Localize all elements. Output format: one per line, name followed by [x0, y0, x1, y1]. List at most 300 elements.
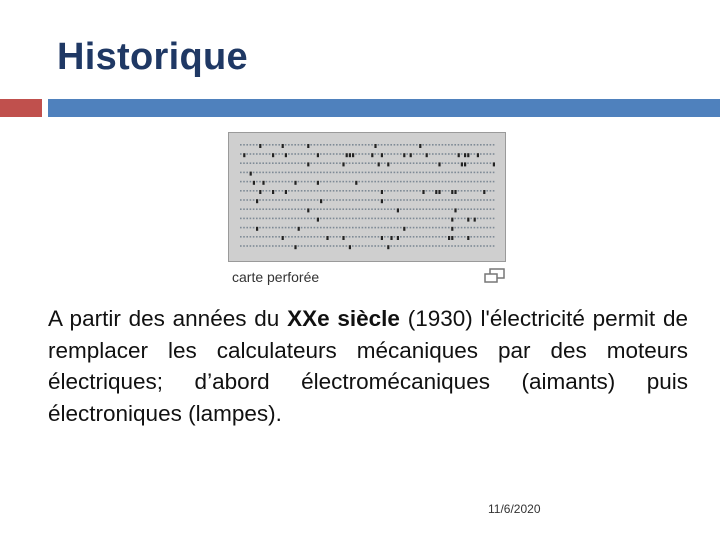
card-digit-mark: [278, 227, 280, 229]
card-digit-mark: [355, 236, 357, 238]
card-digit-mark: [272, 199, 274, 201]
card-digit-mark: [467, 162, 469, 164]
card-digit-mark: [250, 227, 252, 229]
card-punched-hole: [493, 162, 495, 166]
card-digit-mark: [298, 190, 300, 192]
card-digit-mark: [339, 190, 341, 192]
card-digit-mark: [410, 162, 412, 164]
card-digit-mark: [346, 162, 348, 164]
card-digit-mark: [330, 190, 332, 192]
card-digit-mark: [438, 199, 440, 201]
card-digit-mark: [342, 227, 344, 229]
card-digit-mark: [410, 236, 412, 238]
card-digit-mark: [474, 144, 476, 146]
card-punched-hole: [397, 236, 399, 240]
card-digit-mark: [445, 199, 447, 201]
card-digit-mark: [374, 218, 376, 220]
card-digit-mark: [266, 190, 268, 192]
card-digit-mark: [422, 144, 424, 146]
card-digit-mark: [269, 162, 271, 164]
card-digit-mark: [291, 181, 293, 183]
card-digit-mark: [390, 245, 392, 247]
card-digit-mark: [256, 172, 258, 174]
accent-bar-blue: [48, 99, 720, 117]
card-digit-mark: [256, 153, 258, 155]
card-digit-mark: [259, 199, 261, 201]
card-digit-mark: [483, 218, 485, 220]
card-digit-mark: [298, 153, 300, 155]
card-punched-hole: [307, 144, 309, 148]
card-digit-mark: [301, 208, 303, 210]
card-digit-mark: [291, 218, 293, 220]
card-digit-mark: [326, 199, 328, 201]
card-digit-mark: [336, 181, 338, 183]
card-digit-mark: [426, 181, 428, 183]
card-digit-mark: [362, 227, 364, 229]
card-digit-mark: [365, 199, 367, 201]
card-digit-mark: [448, 153, 450, 155]
card-digit-mark: [282, 181, 284, 183]
card-digit-mark: [272, 218, 274, 220]
card-digit-mark: [451, 172, 453, 174]
card-digit-mark: [458, 236, 460, 238]
card-digit-mark: [419, 172, 421, 174]
card-digit-mark: [253, 218, 255, 220]
card-digit-mark: [240, 144, 242, 146]
card-digit-mark: [483, 199, 485, 201]
card-digit-mark: [339, 153, 341, 155]
card-digit-mark: [432, 208, 434, 210]
card-digit-mark: [442, 162, 444, 164]
card-digit-mark: [323, 172, 325, 174]
card-digit-mark: [371, 190, 373, 192]
card-digit-mark: [445, 245, 447, 247]
card-digit-mark: [406, 144, 408, 146]
card-digit-mark: [320, 153, 322, 155]
card-digit-mark: [333, 181, 335, 183]
card-digit-mark: [272, 144, 274, 146]
card-digit-mark: [435, 181, 437, 183]
card-punched-hole: [355, 181, 357, 185]
card-digit-mark: [451, 181, 453, 183]
card-digit-mark: [442, 218, 444, 220]
card-digit-mark: [419, 208, 421, 210]
card-digit-mark: [435, 208, 437, 210]
card-digit-mark: [352, 227, 354, 229]
card-digit-mark: [390, 190, 392, 192]
card-digit-mark: [326, 208, 328, 210]
card-digit-mark: [451, 199, 453, 201]
card-digit-mark: [358, 162, 360, 164]
card-digit-mark: [371, 199, 373, 201]
card-punched-hole: [317, 218, 319, 222]
card-digit-mark: [301, 190, 303, 192]
card-digit-mark: [387, 153, 389, 155]
card-digit-mark: [445, 227, 447, 229]
card-digit-mark: [413, 208, 415, 210]
card-digit-mark: [272, 236, 274, 238]
card-digit-mark: [314, 245, 316, 247]
card-digit-mark: [490, 162, 492, 164]
card-digit-mark: [304, 245, 306, 247]
card-digit-mark: [288, 190, 290, 192]
card-digit-mark: [301, 236, 303, 238]
card-digit-mark: [410, 218, 412, 220]
card-digit-mark: [378, 218, 380, 220]
card-digit-mark: [256, 245, 258, 247]
card-punched-hole: [426, 153, 428, 157]
card-digit-mark: [278, 181, 280, 183]
card-digit-mark: [486, 153, 488, 155]
card-digit-mark: [275, 227, 277, 229]
card-digit-mark: [381, 227, 383, 229]
card-digit-mark: [282, 218, 284, 220]
card-digit-mark: [275, 153, 277, 155]
card-digit-mark: [349, 172, 351, 174]
card-digit-mark: [330, 162, 332, 164]
card-digit-mark: [454, 172, 456, 174]
card-digit-mark: [378, 236, 380, 238]
card-punched-hole: [483, 190, 485, 194]
card-digit-mark: [275, 245, 277, 247]
card-digit-mark: [403, 245, 405, 247]
card-digit-mark: [339, 245, 341, 247]
card-digit-mark: [240, 181, 242, 183]
card-digit-mark: [266, 153, 268, 155]
punched-card-holes: [232, 136, 502, 258]
card-digit-mark: [358, 199, 360, 201]
card-digit-mark: [346, 208, 348, 210]
card-digit-mark: [269, 208, 271, 210]
card-digit-mark: [358, 190, 360, 192]
card-digit-mark: [339, 162, 341, 164]
card-digit-mark: [461, 153, 463, 155]
card-digit-mark: [442, 208, 444, 210]
card-digit-mark: [416, 153, 418, 155]
card-digit-mark: [435, 245, 437, 247]
card-digit-mark: [419, 162, 421, 164]
card-digit-mark: [419, 153, 421, 155]
card-digit-mark: [464, 227, 466, 229]
card-digit-mark: [422, 227, 424, 229]
card-digit-mark: [464, 199, 466, 201]
card-punched-hole: [294, 245, 296, 249]
card-digit-mark: [394, 153, 396, 155]
card-digit-mark: [384, 227, 386, 229]
card-digit-mark: [362, 162, 364, 164]
card-digit-mark: [291, 144, 293, 146]
card-digit-mark: [291, 162, 293, 164]
card-digit-mark: [378, 208, 380, 210]
card-punched-hole: [349, 153, 351, 157]
card-digit-mark: [426, 190, 428, 192]
card-digit-mark: [285, 199, 287, 201]
card-digit-mark: [342, 199, 344, 201]
card-digit-mark: [406, 236, 408, 238]
card-digit-mark: [416, 162, 418, 164]
card-digit-mark: [365, 208, 367, 210]
card-digit-mark: [362, 199, 364, 201]
card-digit-mark: [483, 236, 485, 238]
card-digit-mark: [243, 172, 245, 174]
card-digit-mark: [483, 153, 485, 155]
card-digit-mark: [275, 172, 277, 174]
card-digit-mark: [250, 236, 252, 238]
card-digit-mark: [336, 144, 338, 146]
card-punched-hole: [317, 181, 319, 185]
card-digit-mark: [285, 208, 287, 210]
card-digit-mark: [445, 190, 447, 192]
card-digit-mark: [333, 208, 335, 210]
card-digit-mark: [266, 199, 268, 201]
card-digit-mark: [458, 162, 460, 164]
body-text-bold: XXe siècle: [287, 306, 400, 331]
card-punched-hole: [378, 162, 380, 166]
card-digit-mark: [346, 181, 348, 183]
card-digit-mark: [294, 208, 296, 210]
enlarge-icon[interactable]: [483, 268, 507, 284]
card-digit-mark: [326, 153, 328, 155]
card-digit-mark: [419, 227, 421, 229]
card-digit-mark: [262, 218, 264, 220]
card-digit-mark: [483, 181, 485, 183]
card-digit-mark: [454, 199, 456, 201]
card-digit-mark: [368, 172, 370, 174]
card-digit-mark: [320, 144, 322, 146]
card-digit-mark: [240, 227, 242, 229]
card-digit-mark: [368, 245, 370, 247]
card-digit-mark: [323, 181, 325, 183]
card-digit-mark: [365, 227, 367, 229]
card-digit-mark: [477, 218, 479, 220]
card-digit-mark: [397, 153, 399, 155]
card-digit-mark: [272, 172, 274, 174]
card-digit-mark: [394, 172, 396, 174]
card-digit-mark: [326, 190, 328, 192]
card-digit-mark: [259, 153, 261, 155]
card-digit-mark: [317, 236, 319, 238]
card-digit-mark: [435, 172, 437, 174]
card-digit-mark: [362, 236, 364, 238]
card-digit-mark: [397, 144, 399, 146]
card-digit-mark: [320, 227, 322, 229]
card-digit-mark: [294, 190, 296, 192]
body-text-start: A partir des années du: [48, 306, 288, 331]
card-digit-mark: [384, 181, 386, 183]
card-digit-mark: [480, 199, 482, 201]
card-digit-mark: [285, 227, 287, 229]
card-digit-mark: [390, 181, 392, 183]
card-digit-mark: [342, 144, 344, 146]
card-digit-mark: [291, 245, 293, 247]
card-digit-mark: [358, 153, 360, 155]
card-digit-mark: [406, 153, 408, 155]
card-digit-mark: [291, 199, 293, 201]
card-digit-mark: [272, 181, 274, 183]
card-digit-mark: [323, 208, 325, 210]
card-digit-mark: [310, 144, 312, 146]
card-digit-mark: [317, 144, 319, 146]
card-digit-mark: [381, 208, 383, 210]
card-digit-mark: [317, 172, 319, 174]
card-digit-mark: [336, 236, 338, 238]
card-punched-hole: [285, 153, 287, 157]
card-digit-mark: [470, 245, 472, 247]
card-digit-mark: [336, 153, 338, 155]
card-digit-mark: [486, 227, 488, 229]
card-digit-mark: [275, 162, 277, 164]
card-digit-mark: [448, 245, 450, 247]
card-digit-mark: [400, 153, 402, 155]
card-digit-mark: [426, 172, 428, 174]
card-digit-mark: [381, 218, 383, 220]
card-digit-mark: [464, 218, 466, 220]
card-digit-mark: [253, 245, 255, 247]
card-digit-mark: [358, 227, 360, 229]
card-digit-mark: [288, 162, 290, 164]
card-digit-mark: [362, 208, 364, 210]
card-digit-mark: [480, 245, 482, 247]
card-digit-mark: [358, 236, 360, 238]
card-punched-hole: [317, 153, 319, 157]
card-digit-mark: [426, 208, 428, 210]
card-digit-mark: [288, 208, 290, 210]
card-digit-mark: [448, 190, 450, 192]
card-digit-mark: [310, 227, 312, 229]
card-digit-mark: [314, 199, 316, 201]
card-digit-mark: [445, 208, 447, 210]
card-digit-mark: [317, 245, 319, 247]
card-digit-mark: [326, 162, 328, 164]
card-digit-mark: [243, 199, 245, 201]
card-digit-mark: [406, 208, 408, 210]
card-digit-mark: [470, 153, 472, 155]
card-digit-mark: [435, 153, 437, 155]
card-punched-hole: [435, 190, 437, 194]
card-digit-mark: [294, 162, 296, 164]
body-text-end: (1930) l'électricité permit de remplacer les calculateurs mécaniques par des moteurs électriques; d’abord électromécaniques (aimants) puis électroniques (lampes).: [48, 306, 688, 426]
card-digit-mark: [352, 181, 354, 183]
card-digit-mark: [310, 199, 312, 201]
card-digit-mark: [454, 162, 456, 164]
card-digit-mark: [438, 236, 440, 238]
card-digit-mark: [298, 236, 300, 238]
card-digit-mark: [355, 227, 357, 229]
card-digit-mark: [461, 227, 463, 229]
card-digit-mark: [413, 190, 415, 192]
card-digit-mark: [282, 190, 284, 192]
card-digit-mark: [349, 227, 351, 229]
card-digit-mark: [301, 218, 303, 220]
card-digit-mark: [266, 144, 268, 146]
card-digit-mark: [310, 181, 312, 183]
card-digit-mark: [317, 227, 319, 229]
card-digit-mark: [470, 199, 472, 201]
card-digit-mark: [470, 144, 472, 146]
card-digit-mark: [416, 218, 418, 220]
card-digit-mark: [349, 190, 351, 192]
card-digit-mark: [294, 153, 296, 155]
card-digit-mark: [288, 144, 290, 146]
card-digit-mark: [445, 153, 447, 155]
card-digit-mark: [294, 144, 296, 146]
card-digit-mark: [419, 245, 421, 247]
card-digit-mark: [339, 144, 341, 146]
card-punched-hole: [307, 162, 309, 166]
card-digit-mark: [397, 172, 399, 174]
card-digit-mark: [442, 172, 444, 174]
card-digit-mark: [326, 218, 328, 220]
card-digit-mark: [422, 172, 424, 174]
card-digit-mark: [394, 190, 396, 192]
card-digit-mark: [301, 181, 303, 183]
card-digit-mark: [387, 144, 389, 146]
card-digit-mark: [320, 172, 322, 174]
card-digit-mark: [387, 208, 389, 210]
card-digit-mark: [461, 172, 463, 174]
card-digit-mark: [262, 208, 264, 210]
card-digit-mark: [288, 227, 290, 229]
card-digit-mark: [253, 236, 255, 238]
card-digit-mark: [246, 218, 248, 220]
card-digit-mark: [358, 172, 360, 174]
card-digit-mark: [323, 144, 325, 146]
card-punched-hole: [448, 236, 450, 240]
card-punched-hole: [256, 199, 258, 203]
card-digit-mark: [307, 153, 309, 155]
card-digit-mark: [374, 227, 376, 229]
card-digit-mark: [275, 236, 277, 238]
card-digit-mark: [400, 144, 402, 146]
card-punched-hole: [342, 236, 344, 240]
card-punched-hole: [256, 227, 258, 231]
card-digit-mark: [483, 227, 485, 229]
card-digit-mark: [368, 199, 370, 201]
card-digit-mark: [387, 172, 389, 174]
card-digit-mark: [278, 199, 280, 201]
card-digit-mark: [493, 245, 495, 247]
card-digit-mark: [467, 208, 469, 210]
card-digit-mark: [253, 199, 255, 201]
card-digit-mark: [413, 181, 415, 183]
card-digit-mark: [403, 181, 405, 183]
card-punched-hole: [259, 190, 261, 194]
card-digit-mark: [243, 144, 245, 146]
card-digit-mark: [410, 172, 412, 174]
card-digit-mark: [352, 236, 354, 238]
card-digit-mark: [394, 218, 396, 220]
card-digit-mark: [246, 172, 248, 174]
card-digit-mark: [429, 144, 431, 146]
card-digit-mark: [368, 190, 370, 192]
card-digit-mark: [438, 245, 440, 247]
card-digit-mark: [243, 208, 245, 210]
card-digit-mark: [278, 245, 280, 247]
card-digit-mark: [397, 162, 399, 164]
card-digit-mark: [486, 245, 488, 247]
card-digit-mark: [262, 162, 264, 164]
card-digit-mark: [406, 190, 408, 192]
card-digit-mark: [474, 199, 476, 201]
card-digit-mark: [291, 208, 293, 210]
card-digit-mark: [400, 227, 402, 229]
card-digit-mark: [493, 199, 495, 201]
card-digit-mark: [298, 162, 300, 164]
card-digit-mark: [259, 172, 261, 174]
card-digit-mark: [432, 181, 434, 183]
card-digit-mark: [493, 208, 495, 210]
card-digit-mark: [438, 144, 440, 146]
